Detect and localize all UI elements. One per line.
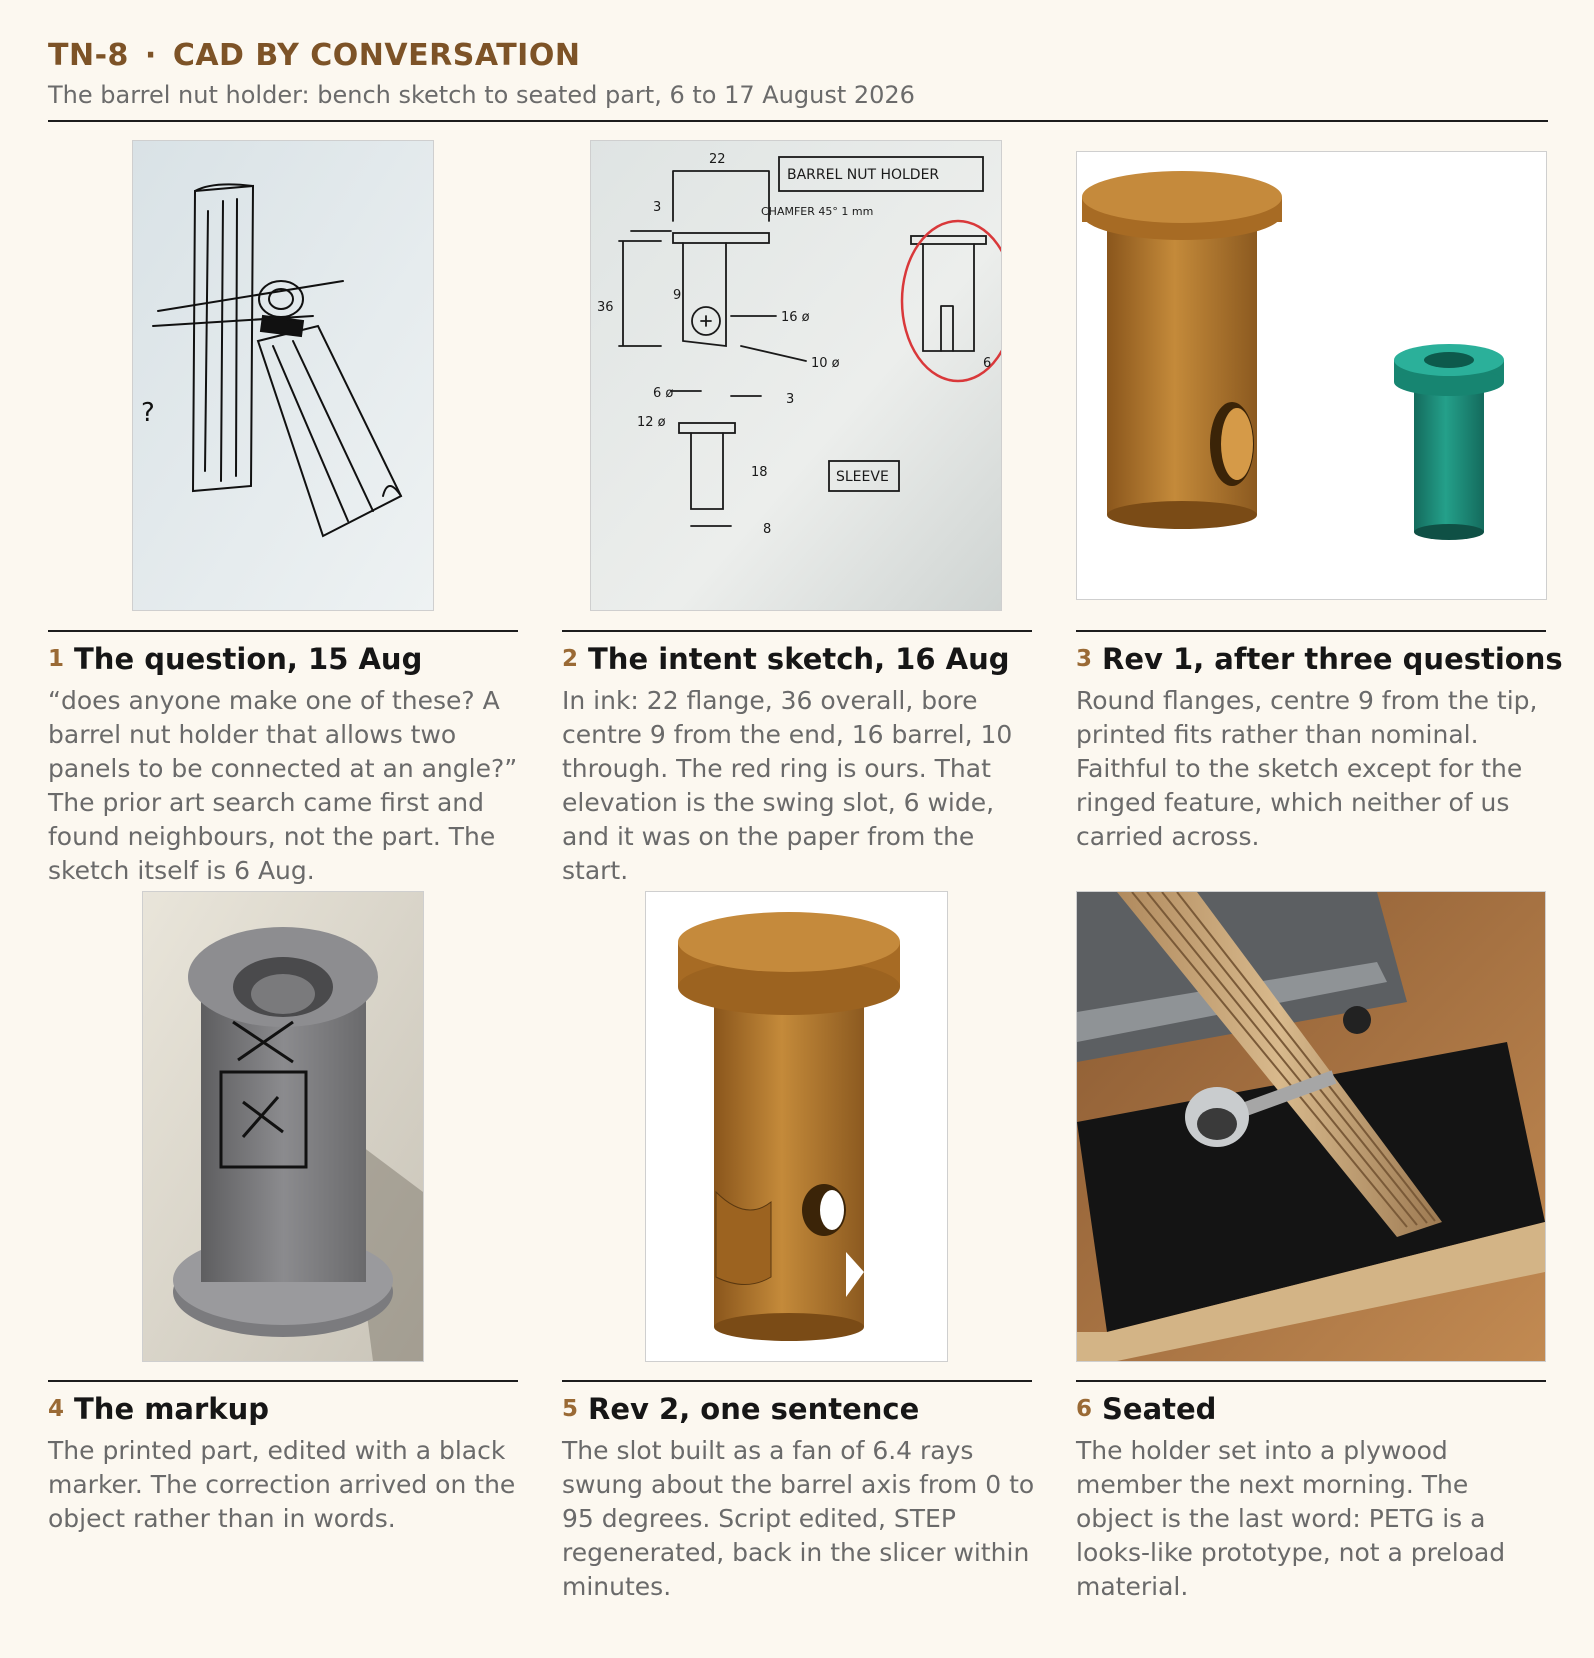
panel-5-image	[645, 891, 948, 1362]
dim-3: 3	[653, 200, 662, 215]
report-title-text: CAD BY CONVERSATION	[172, 38, 581, 73]
panel-5-title: Rev 2, one sentence	[588, 1392, 920, 1426]
panel-4-heading	[48, 1392, 269, 1426]
sketch-chamfer-note: CHAMFER 45° 1 mm	[761, 205, 874, 218]
panel-3-number: 3	[1076, 646, 1093, 672]
panel-5-heading	[562, 1392, 919, 1426]
dim-3-sleeve: 3	[786, 392, 795, 407]
panel-1-title: The question, 15 Aug	[74, 642, 423, 676]
panel-5-number: 5	[562, 1396, 579, 1422]
dim-6: 6	[983, 356, 992, 371]
header-divider	[48, 120, 1548, 122]
panel-4-caption: The printed part, edited with a black marker. The correction arrived on the object rather than in words.	[48, 1436, 516, 1533]
panel-3-caption: Round flanges, centre 9 from the tip, printed fits rather than nominal. Faithful to the sketch except for the ringed feature, which neither of us carried across.	[1076, 686, 1538, 851]
panel-3-title: Rev 1, after three questions	[1102, 642, 1563, 676]
dim-8: 8	[763, 522, 772, 537]
panel-6-caption: The holder set into a plywood member the next morning. The object is the last word: PETG is a looks-like prototype, not a preload material.	[1076, 1436, 1506, 1601]
intent-sketch-drawing	[591, 141, 1001, 610]
panel-1-heading	[48, 642, 422, 676]
panel-6-title: Seated	[1102, 1392, 1217, 1426]
sketch-sleeve-label: SLEEVE	[836, 469, 889, 485]
dim-6-dia: 6 ø	[653, 386, 674, 401]
panel-4-title: The markup	[74, 1392, 269, 1426]
panel-2-image	[590, 140, 1002, 611]
panel-2-number: 2	[562, 646, 579, 672]
panel-6-image	[1076, 891, 1546, 1362]
hand-sketch-drawing	[133, 141, 433, 610]
report-code: TN-8	[48, 38, 129, 73]
report-subtitle: The barrel nut holder: bench sketch to seated part, 6 to 17 August 2026	[48, 81, 915, 109]
panel-2-caption-rule	[562, 630, 1032, 632]
report-header	[48, 36, 1548, 110]
sketch-title: BARREL NUT HOLDER	[787, 167, 940, 183]
panel-5-caption-rule	[562, 1380, 1032, 1382]
dim-18: 18	[751, 465, 768, 480]
panel-3-image	[1076, 151, 1547, 600]
rev1-render	[1077, 152, 1546, 599]
panel-1-caption: “does anyone make one of these? A barrel nut holder that allows two panels to be connected at an angle?” The prior art search came first and found neighbours, not the part. The sketch itself is 6 Aug.	[48, 686, 518, 885]
panel-4-image	[142, 891, 424, 1362]
panel-3-heading	[1076, 642, 1563, 676]
panel-4-caption-rule	[48, 1380, 518, 1382]
panel-6-number: 6	[1076, 1396, 1093, 1422]
panel-5-caption: The slot built as a fan of 6.4 rays swung about the barrel axis from 0 to 95 degrees. Script edited, STEP regenerated, back in the slicer within minutes.	[562, 1436, 1035, 1601]
dim-22: 22	[709, 152, 726, 167]
panel-1-image	[132, 140, 434, 611]
panel-1-number: 1	[48, 646, 65, 672]
rev2-render	[646, 892, 947, 1361]
dim-36: 36	[597, 300, 614, 315]
panel-3-caption-rule	[1076, 630, 1546, 632]
panel-4-number: 4	[48, 1396, 65, 1422]
panel-2-heading	[562, 642, 1009, 676]
dim-9: 9	[673, 288, 682, 303]
title-separator: ·	[144, 38, 157, 73]
panel-1-caption-rule	[48, 630, 518, 632]
seated-photo	[1077, 892, 1545, 1361]
panel-2-caption: In ink: 22 flange, 36 overall, bore centre 9 from the end, 16 barrel, 10 through. The red ring is ours. That elevation is the swing slot, 6 wide, and it was on the paper from the start.	[562, 686, 1013, 885]
panel-6-heading	[1076, 1392, 1216, 1426]
markup-photo	[143, 892, 423, 1361]
sketch-question-mark: ?	[141, 398, 155, 428]
panel-6-caption-rule	[1076, 1380, 1546, 1382]
dim-12-dia: 12 ø	[637, 415, 666, 430]
dim-10: 10 ø	[811, 356, 840, 371]
dim-16: 16 ø	[781, 310, 810, 325]
report-title	[48, 36, 1548, 76]
panel-2-title: The intent sketch, 16 Aug	[588, 642, 1010, 676]
